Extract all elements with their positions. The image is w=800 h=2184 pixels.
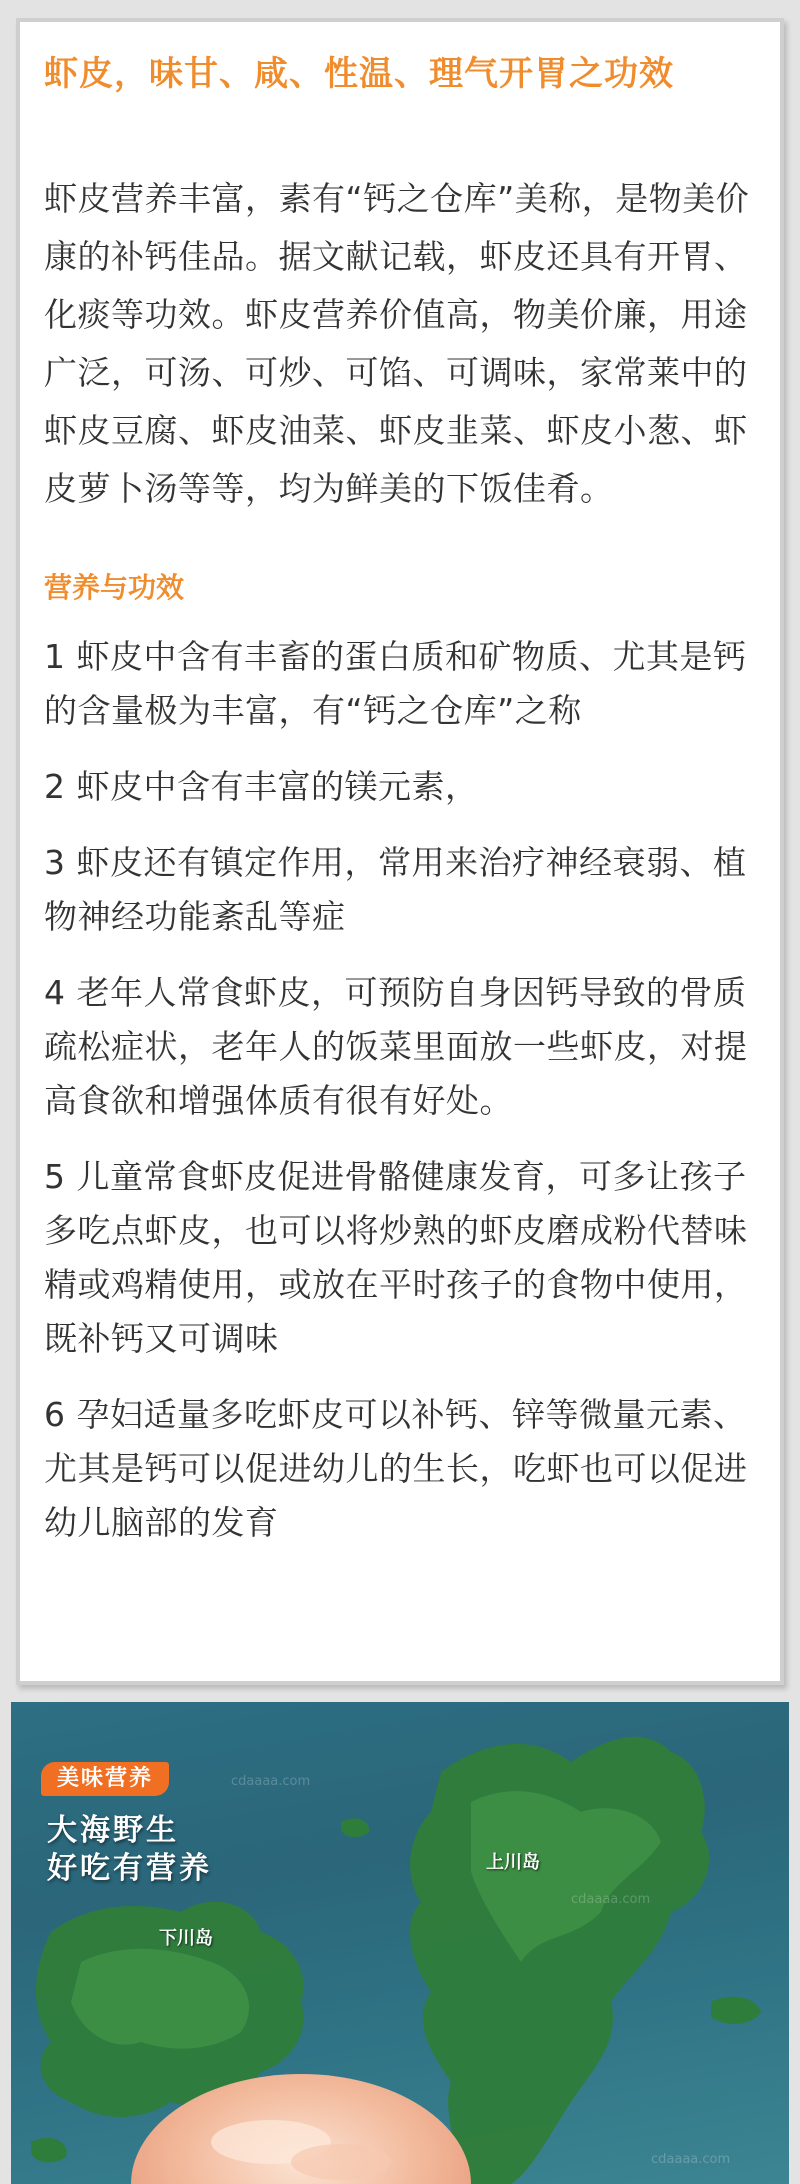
info-card [16, 18, 784, 1685]
watermark-text: cdaaaa.com [651, 2152, 731, 2167]
intro-paragraph: 虾皮营养丰富，素有“钙之仓库”美称，是物美价康的补钙佳品。据文献记载，虾皮还具有开胃、化痰等功效。虾皮营养价值高，物美价廉，用途广泛，可汤、可炒、可馅、可调味，家常莱中的虾皮豆腐、虾皮油菜、虾皮韭菜、虾皮小葱、虾皮萝卜汤等等，均为鲜美的下饭佳肴。 [44, 179, 750, 508]
feature-badge: 美味营养 [41, 1762, 169, 1796]
benefit-item-4: 4 老年人常食虾皮，可预防自身因钙导致的骨质疏松症状，老年人的饭菜里面放一些虾皮，对提高食欲和增强体质有很有好处。 [44, 973, 748, 1120]
banner-slogan [47, 1812, 212, 1888]
benefit-item-2: 2 虾皮中含有丰富的镁元素， [44, 767, 479, 806]
watermark-text: cdaaaa.com [231, 1774, 311, 1789]
card-content [44, 52, 764, 1572]
label-upper-island: 上川岛 [486, 1852, 540, 1873]
promo-banner [11, 1702, 789, 2184]
slogan-line-2: 好吃有营养 [47, 1851, 212, 1886]
benefit-list [44, 630, 764, 1550]
benefit-item-1: 1 虾皮中含有丰畜的蛋白质和矿物质、尤其是钙的含量极为丰富，有“钙之仓库”之称 [44, 637, 747, 730]
slogan-line-1: 大海野生 [47, 1813, 179, 1848]
benefit-item-3: 3 虾皮还有镇定作用，常用来治疗神经衰弱、植物神经功能紊乱等症 [44, 843, 747, 936]
benefit-item-5: 5 儿童常食虾皮促进骨骼健康发育，可多让孩子多吃点虾皮，也可以将炒熟的虾皮磨成粉代替味精或鸡精使用，或放在平时孩子的食物中使用，既补钙又可调味 [44, 1157, 748, 1358]
benefit-item-6: 6 孕妇适量多吃虾皮可以补钙、锌等微量元素、尤其是钙可以促进幼儿的生长，吃虾也可以促进幼儿脑部的发育 [44, 1395, 748, 1542]
watermark-text: cdaaaa.com [571, 1892, 651, 1907]
label-lower-island: 下川岛 [159, 1928, 213, 1949]
section-subheading: 营养与功效 [44, 571, 185, 604]
card-heading: 虾皮，味甘、咸、性温、理气开胃之功效 [44, 54, 674, 94]
